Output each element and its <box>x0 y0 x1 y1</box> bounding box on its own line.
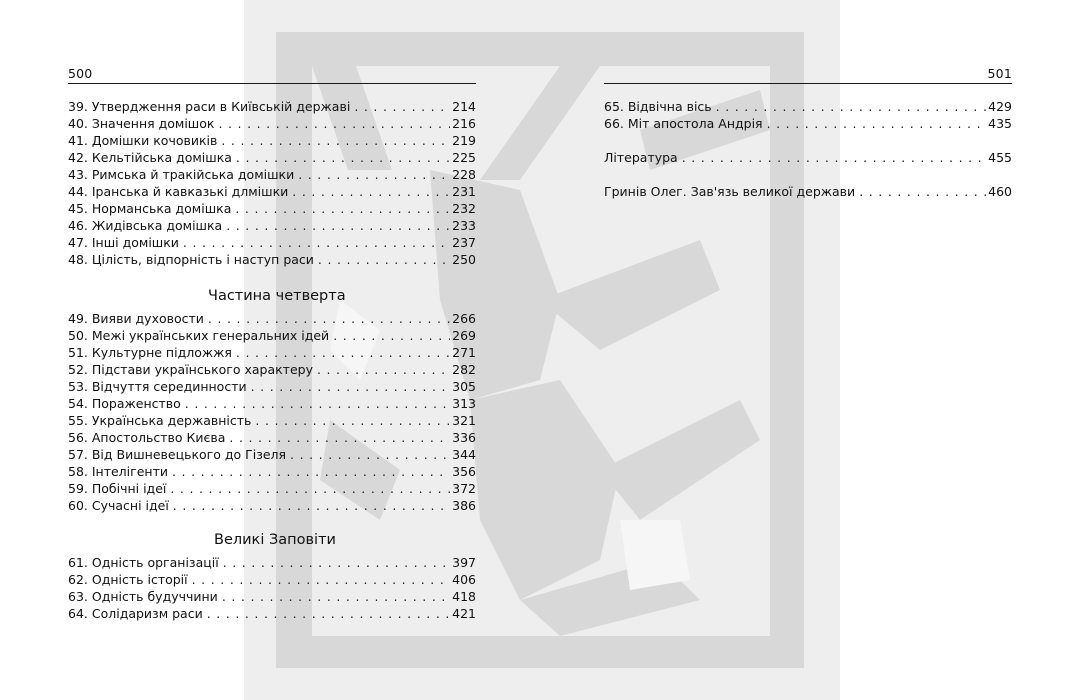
toc-entry[interactable]: 54. Пораженство . . . 313 <box>68 395 476 412</box>
toc-entry[interactable]: 52. Підстави українського характеру . . . 282 <box>68 361 476 378</box>
toc-entry[interactable]: 47. Інші домішки . . . 237 <box>68 234 476 251</box>
toc-list <box>68 98 476 268</box>
toc-entry[interactable]: 45. Норманська домішка . . . 232 <box>68 200 476 217</box>
toc-entry[interactable]: 50. Межі українських генеральних ідей . . . 269 <box>68 327 476 344</box>
toc-list <box>604 183 1012 200</box>
right-page-number: 501 <box>987 66 1012 81</box>
toc-entry[interactable]: 66. Міт апостола Андрія . . . 435 <box>604 115 1012 132</box>
toc-entry[interactable]: 55. Українська державність . . . 321 <box>68 412 476 429</box>
toc-entry[interactable]: 58. Інтелігенти . . . 356 <box>68 463 476 480</box>
toc-entry[interactable]: 49. Вияви духовости . . . 266 <box>68 310 476 327</box>
toc-entry[interactable]: Література . . . 455 <box>604 149 1012 166</box>
toc-entry[interactable]: 61. Одність організації . . . 397 <box>68 554 476 571</box>
toc-entry[interactable]: 59. Побічні ідеї . . . 372 <box>68 480 476 497</box>
toc-entry[interactable]: 42. Кельтійська домішка . . . 225 <box>68 149 476 166</box>
toc-entry[interactable]: 53. Відчуття серединности . . . 305 <box>68 378 476 395</box>
toc-entry[interactable]: 64. Солідаризм раси . . . 421 <box>68 605 476 622</box>
toc-entry[interactable]: 43. Римська й тракійська домішки . . . 228 <box>68 166 476 183</box>
toc-entry[interactable]: 56. Апостольство Києва . . . 336 <box>68 429 476 446</box>
toc-list <box>68 554 476 622</box>
header-rule <box>604 83 1012 84</box>
toc-list <box>604 149 1012 166</box>
toc-entry[interactable]: 62. Одність історії . . . 406 <box>68 571 476 588</box>
toc-entry[interactable]: 44. Іранська й кавказькі длмішки . . . 231 <box>68 183 476 200</box>
toc-entry[interactable]: Гринів Олег. Зав'язь великої держави . . . 460 <box>604 183 1012 200</box>
left-page-number: 500 <box>68 66 93 81</box>
toc-entry[interactable]: 40. Значення домішок . . . 216 <box>68 115 476 132</box>
toc-entry[interactable]: 57. Від Вишневецького до Гізеля . . . 344 <box>68 446 476 463</box>
toc-entry[interactable]: 63. Одність будуччини . . . 418 <box>68 588 476 605</box>
toc-entry[interactable]: 65. Відвічна вісь . . . 429 <box>604 98 1012 115</box>
section-heading: Великі Заповіти <box>214 532 336 548</box>
toc-entry[interactable]: 51. Культурне підложжя . . . 271 <box>68 344 476 361</box>
header-rule <box>68 83 476 84</box>
toc-list <box>68 310 476 514</box>
toc-entry[interactable]: 39. Утвердження раси в Київській державі . . . 214 <box>68 98 476 115</box>
toc-entry[interactable]: 60. Сучасні ідеї . . . 386 <box>68 497 476 514</box>
toc-entry[interactable]: 46. Жидівська домішка . . . 233 <box>68 217 476 234</box>
section-heading: Частина четверта <box>208 288 346 304</box>
toc-entry[interactable]: 41. Домішки кочовиків . . . 219 <box>68 132 476 149</box>
toc-list <box>604 98 1012 132</box>
toc-entry[interactable]: 48. Цілість, відпорність і наступ раси . . . 250 <box>68 251 476 268</box>
